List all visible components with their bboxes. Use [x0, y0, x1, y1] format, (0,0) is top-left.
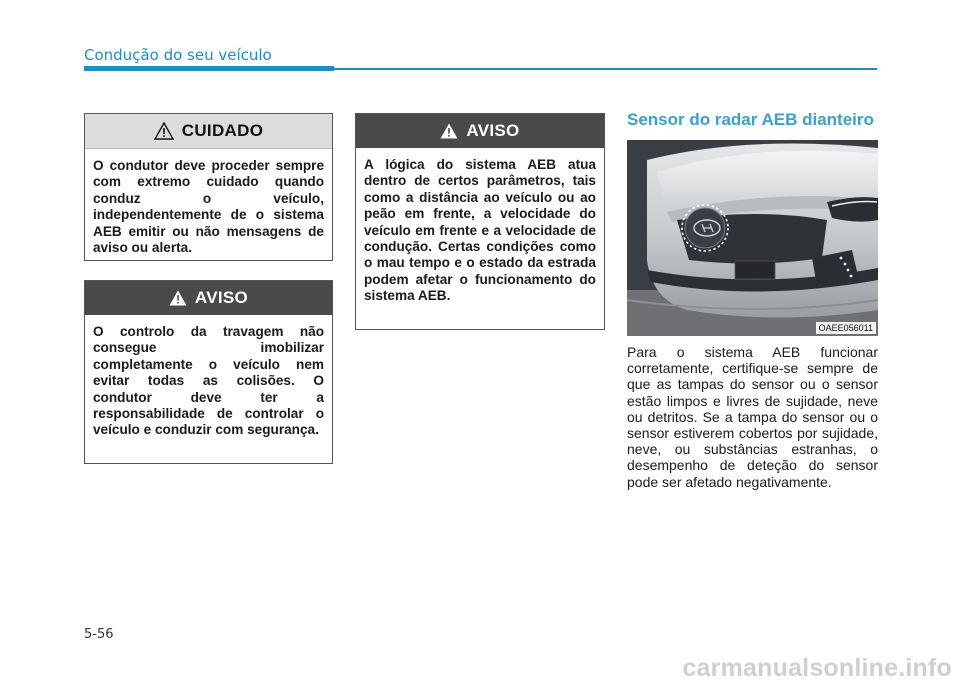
watermark: carmanualsonline.info	[682, 654, 952, 682]
car-front-illustration	[627, 140, 878, 336]
warning-box-text: A lógica do sistema AEB atua dentro de certos parâmetros, tais como a distância ao veículo ou ao peão em frente, a velocidade do veículo em frente e a velocidade de condução. Certas condições como o mau tempo e o estado da estrada podem afetar o funcionamento do sistema AEB.	[364, 157, 596, 304]
header-title: Condução do seu veículo	[84, 46, 272, 64]
warning-box-heading	[356, 114, 604, 148]
image-code: OAEE056011	[816, 322, 876, 334]
caution-box	[84, 113, 333, 261]
header-rule	[334, 68, 877, 70]
warning-triangle-filled-icon	[440, 123, 458, 139]
warning-triangle-filled-icon	[169, 290, 187, 306]
warning-box	[84, 280, 333, 464]
page-number: 5-56	[84, 627, 114, 642]
warning-heading-text: AVISO	[194, 288, 249, 307]
warning-box-aeb-logic	[355, 113, 605, 330]
car-front-radar-image	[627, 140, 878, 336]
warning-box-text: O controlo da travagem não consegue imobilizar completamente o veículo nem evitar todas as colisões. O condutor deve ter a responsabilidade de controlar o veículo e conduzir com segurança.	[93, 324, 324, 438]
warning-heading-text: AVISO	[466, 121, 520, 140]
warning-triangle-outline-icon	[154, 122, 174, 140]
caution-box-text: O condutor deve proceder sempre com extremo cuidado quando conduz o veículo, independentemente de o sistema AEB emitir ou não mensagens de aviso ou alerta.	[93, 158, 324, 256]
warning-box-heading	[85, 281, 332, 315]
caution-heading-text: CUIDADO	[181, 121, 264, 140]
header-bar	[84, 66, 334, 71]
section-title: Sensor do radar AEB dianteiro	[627, 110, 874, 129]
caution-box-heading	[85, 114, 332, 149]
section-paragraph: Para o sistema AEB funcionar corretamente, certifique-se sempre de que as tampas do sensor ou o sensor estão limpos e livres de sujidade, neve ou detritos. Se a tampa do sensor ou o sensor estiverem cobertos por sujidade, neve, ou substâncias estranhas, o desempenho de deteção do sensor pode ser afetado negativamente.	[627, 344, 878, 490]
